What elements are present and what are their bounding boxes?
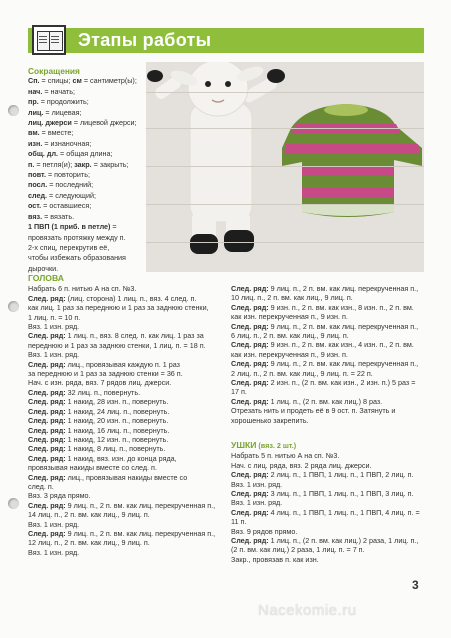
instruction-line xyxy=(28,303,228,312)
abbreviation-value: = продолжить; xyxy=(38,97,89,107)
instruction-line xyxy=(231,498,431,507)
abbreviation-value: = закрыть; xyxy=(91,159,129,169)
instruction-text: 1 накид, 28 изн. п., повернуть. xyxy=(65,397,169,407)
instruction-text: 1 накид, 8 лиц. п., повернуть. xyxy=(65,444,166,454)
instruction-line xyxy=(28,501,228,510)
instruction-text: Нач. с лиц. ряда, вяз. 2 ряда лиц. джерси. xyxy=(231,460,372,470)
instruction-line xyxy=(28,350,228,359)
ears-section-title: УШКИ (вяз. 2 шт.) xyxy=(231,440,297,450)
instruction-line xyxy=(231,369,431,378)
instruction-line xyxy=(231,331,431,340)
abbreviation-note-line: дырочки. xyxy=(28,263,59,273)
instruction-text: (2 п. вм. как лиц.) 2 раза, 1 лиц. п. = 7 п. xyxy=(231,545,365,555)
instruction-line xyxy=(28,510,228,519)
instruction-text: 1 накид, 16 лиц. п., повернуть. xyxy=(65,425,170,435)
instruction-line xyxy=(28,416,228,425)
instruction-line xyxy=(231,284,431,293)
abbreviation-value: = общая длина; xyxy=(58,149,113,159)
instruction-text: Вяз. 1 изн. ряд. xyxy=(28,322,80,332)
instruction-line xyxy=(231,451,431,460)
abbreviation-value: = лицевой джерси; xyxy=(71,118,137,128)
abbreviation-row xyxy=(28,170,143,180)
instruction-step-label: След. ряд: xyxy=(28,528,66,538)
instruction-line xyxy=(231,350,431,359)
instruction-step-label: След. ряд: xyxy=(231,378,269,388)
lamb-toy xyxy=(147,62,285,254)
instruction-step-label: След. ряд: xyxy=(231,359,269,369)
abbreviation-key: см xyxy=(72,76,82,86)
abbreviation-row xyxy=(28,97,143,107)
page-title: Этапы работы xyxy=(78,30,212,50)
instruction-text: 1 лиц. п. = 10 п. xyxy=(28,312,81,322)
instruction-text: Вяз. 3 ряда прямо. xyxy=(28,491,91,501)
instruction-line xyxy=(231,312,431,321)
instruction-step-label: След. ряд: xyxy=(231,470,269,480)
abbreviations-section xyxy=(28,66,143,274)
instruction-line xyxy=(28,369,228,378)
instruction-text: 9 лиц. п., 2 п. вм. как лиц. перекрученная п., xyxy=(65,500,216,510)
ears-section xyxy=(231,441,431,564)
book-icon xyxy=(32,25,66,55)
instruction-text: 17 п. xyxy=(231,387,247,397)
instruction-text: как изн. перекрученная п., 9 изн. п. xyxy=(231,349,348,359)
abbreviation-value: = последний; xyxy=(47,180,94,190)
lamb-toy-and-sweater-illustration xyxy=(146,62,424,272)
abbreviation-key: вм. xyxy=(28,128,40,138)
instruction-text: лиц., провязывая каждую п. 1 раз xyxy=(65,359,180,369)
abbreviation-key: посл. xyxy=(28,180,48,190)
instruction-line xyxy=(28,331,228,340)
abbreviation-value: = вместе; xyxy=(39,128,74,138)
instruction-text: 1 накид, 24 лиц. п., повернуть. xyxy=(65,406,170,416)
instruction-line xyxy=(28,397,228,406)
instruction-line xyxy=(28,548,228,557)
abbreviation-value: = петля(и); xyxy=(34,159,75,169)
instruction-line xyxy=(28,520,228,529)
abbreviation-row xyxy=(28,212,143,222)
instruction-text: 9 изн. п., 2 п. вм. как изн., 4 изн. п., 2 п. вм. xyxy=(268,340,414,350)
instruction-line xyxy=(231,461,431,470)
instruction-line xyxy=(28,454,228,463)
instruction-text: 9 лиц. п., 2 п. вм. как лиц. перекрученная п., xyxy=(268,359,419,369)
instruction-line xyxy=(28,378,228,387)
abbreviation-row xyxy=(28,160,143,170)
abbreviation-value: = xyxy=(110,222,117,232)
instruction-step-label: След. ряд: xyxy=(28,416,66,426)
instruction-text: 9 лиц. п., 2 п. вм. как лиц. перекрученная п., xyxy=(268,284,419,293)
instruction-line xyxy=(28,444,228,453)
abbreviation-row xyxy=(28,191,143,201)
striped-sweater xyxy=(282,104,422,217)
abbreviation-key: изн. xyxy=(28,138,43,148)
abbreviation-value: = оставшиеся; xyxy=(41,201,92,211)
instruction-text: 9 лиц. п., 2 п. вм. как лиц. перекрученная п., xyxy=(268,321,419,331)
instruction-line xyxy=(231,527,431,536)
instruction-line xyxy=(231,555,431,564)
instruction-step-label: След. ряд: xyxy=(28,359,66,369)
instruction-text: 10 лиц. п., 2 п. вм. как лиц., 9 лиц. п. xyxy=(231,293,353,303)
product-photo xyxy=(146,62,424,272)
instruction-text: 9 изн. п., 2 п. вм. как изн., 8 изн. п., 2 п. вм. xyxy=(268,302,414,312)
abbreviation-key: лиц. джерси xyxy=(28,118,72,128)
instruction-text: Вяз. 9 рядов прямо. xyxy=(231,526,298,536)
instruction-step-label: След. ряд: xyxy=(28,387,66,397)
abbreviation-value: = изнаночная; xyxy=(42,138,92,148)
instruction-text: как изн. перекрученная п., 9 изн. п. xyxy=(231,312,348,322)
instruction-line xyxy=(231,545,431,554)
instruction-line xyxy=(28,473,228,482)
instruction-step-label: След. ряд: xyxy=(231,340,269,350)
instruction-text: Отрезать нить и продеть её в 9 ост. п. Затянуть и xyxy=(231,406,396,416)
abbreviation-key: пр. xyxy=(28,97,39,107)
instruction-step-label: След. ряд: xyxy=(28,425,66,435)
abbreviation-key: п. xyxy=(28,159,35,169)
instruction-line xyxy=(231,387,431,396)
abbreviation-row xyxy=(28,87,143,97)
abbreviation-key: ост. xyxy=(28,201,42,211)
abbreviation-row xyxy=(28,139,143,149)
abbreviation-key: лиц. xyxy=(28,107,44,117)
abbreviation-row xyxy=(28,222,143,232)
instruction-line xyxy=(231,406,431,415)
instruction-step-label: След. ряд: xyxy=(28,453,66,463)
watermark: Nacekomie.ru xyxy=(258,602,357,619)
instruction-text: 12 лиц. п., 2 п. вм. как лиц., 9 лиц. п. xyxy=(28,538,150,548)
instruction-text: как лиц. 1 раз за переднюю и 1 раз за заднюю стенки, xyxy=(28,303,209,313)
instruction-text: Вяз. 1 изн. ряд. xyxy=(28,350,80,360)
abbreviation-value: = вязать. xyxy=(42,211,75,221)
abbreviation-row xyxy=(28,128,143,138)
abbreviation-note-line: чтобы избежать образования xyxy=(28,253,126,263)
punch-hole xyxy=(8,301,19,312)
abbreviation-value: = повторить; xyxy=(45,170,90,180)
instruction-text: 1 лиц. п., (2 п. вм. как лиц.) 8 раз. xyxy=(268,396,383,406)
abbreviations-title: Сокращения xyxy=(28,66,80,76)
instruction-text: Нач. с изн. ряда, вяз. 7 рядов лиц. джерси. xyxy=(28,378,172,388)
abbreviation-value: = начать; xyxy=(42,86,75,96)
instruction-line xyxy=(231,416,431,425)
instruction-line xyxy=(231,378,431,387)
abbreviation-note-line: провязать протяжку между п. xyxy=(28,232,126,242)
abbreviation-key: повт. xyxy=(28,170,46,180)
instruction-text: 1 накид, вяз. изн. до конца ряда, xyxy=(65,453,177,463)
instruction-line xyxy=(28,284,228,293)
abbreviation-key: вяз. xyxy=(28,211,43,221)
abbreviation-value: = следующий; xyxy=(47,190,96,200)
instruction-text: лиц., провязывая накиды вместе со xyxy=(65,472,188,482)
instruction-step-label: След. ряд: xyxy=(28,444,66,454)
head-continued-section xyxy=(231,284,431,425)
abbreviation-row xyxy=(28,149,143,159)
instruction-text: 1 лиц. п., (2 п. вм. как лиц.) 2 раза, 1 лиц. п., xyxy=(268,536,419,546)
instruction-step-label: След. ряд: xyxy=(231,302,269,312)
instruction-line xyxy=(28,360,228,369)
instruction-text: 2 лиц. п., 1 ПВП, 1 лиц. п., 1 ПВП, 2 лиц. п. xyxy=(268,470,414,480)
instruction-text: 1 лиц. п., вяз. 8 след. п. как лиц. 1 раз за xyxy=(65,331,204,341)
instruction-text: 1 накид, 20 изн. п., повернуть. xyxy=(65,416,169,426)
instruction-line xyxy=(28,463,228,472)
abbreviation-key: закр. xyxy=(74,159,92,169)
instruction-line xyxy=(231,480,431,489)
instruction-text: 6 лиц. п., 2 п. вм. как лиц., 9 лиц. п. xyxy=(231,331,349,341)
abbreviation-key: нач. xyxy=(28,86,43,96)
instruction-step-label: След. ряд: xyxy=(231,536,269,546)
page-number: 3 xyxy=(412,578,419,592)
instruction-line xyxy=(231,508,431,517)
abbreviation-note-line: 2-х спиц, перекрутив её, xyxy=(28,242,110,252)
abbreviation-value: = сантиметр(ы); xyxy=(81,76,137,86)
instruction-text: 4 лиц. п., 1 ПВП, 1 лиц. п., 1 ПВП, 4 лиц. п. = xyxy=(268,507,420,517)
instruction-text: за переднюю и 1 раз за заднюю стенки = 36 п. xyxy=(28,369,183,379)
instruction-text: Закр., провязав п. как изн. xyxy=(231,554,319,564)
instruction-text: 2 лиц. п., 2 п. вм. как лиц., 9 лиц. п. = 22 п. xyxy=(231,368,373,378)
instruction-line xyxy=(231,517,431,526)
instruction-text: 9 лиц. п., 2 п. вм. как лиц. перекрученная п., xyxy=(65,528,216,538)
abbreviation-row xyxy=(28,180,143,190)
instruction-line xyxy=(231,397,431,406)
instruction-step-label: След. ряд: xyxy=(231,489,269,499)
instruction-text: Вяз. 1 изн. ряд. xyxy=(231,479,283,489)
instruction-text: 32 лиц. п., повернуть. xyxy=(65,387,141,397)
instruction-step-label: След. ряд: xyxy=(28,500,66,510)
instruction-line xyxy=(28,322,228,331)
instruction-text: 11 п. xyxy=(231,517,247,527)
instruction-step-label: След. ряд: xyxy=(28,434,66,444)
instruction-text: 1 накид, 12 изн. п., повернуть. xyxy=(65,434,169,444)
instruction-line xyxy=(231,340,431,349)
instruction-step-label: След. ряд: xyxy=(231,284,269,293)
instruction-line xyxy=(28,407,228,416)
instruction-line xyxy=(28,313,228,322)
instruction-step-label: След. ряд: xyxy=(231,321,269,331)
instruction-line xyxy=(28,435,228,444)
instruction-step-label: След. ряд: xyxy=(28,331,66,341)
instruction-line xyxy=(28,388,228,397)
instruction-text: след. п. xyxy=(28,481,54,491)
instruction-text: Набрать 6 п. нитью А на сп. №3. xyxy=(28,284,137,294)
instruction-step-label: След. ряд: xyxy=(231,396,269,406)
abbreviation-value: = лицевая; xyxy=(43,107,82,117)
instruction-text: Набрать 5 п. нитью А на сп. №3. xyxy=(231,451,340,461)
instruction-line xyxy=(28,491,228,500)
instruction-text: 2 изн. п., (2 п. вм. как изн., 2 изн. п.) 5 раз = xyxy=(268,378,416,388)
instruction-text: 14 лиц. п., 2 п. вм. как лиц., 9 лиц. п. xyxy=(28,510,150,520)
instruction-text: провязывая накиды вместе со след. п. xyxy=(28,463,157,473)
instruction-line xyxy=(28,529,228,538)
abbreviation-key: Сп. xyxy=(28,76,40,86)
instruction-text: 3 лиц. п., 1 ПВП, 1 лиц. п., 1 ПВП, 3 лиц. п. xyxy=(268,489,414,499)
instruction-text: хорошенько закрепить. xyxy=(231,415,309,425)
instruction-step-label: След. ряд: xyxy=(28,472,66,482)
instruction-text: переднюю и 1 раз за заднюю стенки, 1 лиц. п. = 18 п. xyxy=(28,340,206,350)
abbreviation-key: общ. дл. xyxy=(28,149,59,159)
abbreviation-row xyxy=(28,201,143,211)
instruction-line xyxy=(231,293,431,302)
instruction-line xyxy=(231,536,431,545)
instruction-text: Вяз. 1 изн. ряд. xyxy=(28,547,80,557)
instruction-line xyxy=(231,489,431,498)
head-section-title: ГОЛОВА xyxy=(28,273,64,283)
abbreviation-row xyxy=(28,76,143,86)
instruction-line xyxy=(231,359,431,368)
instruction-text: Вяз. 1 изн. ряд. xyxy=(231,498,283,508)
instruction-line xyxy=(231,303,431,312)
instruction-text: (лиц. сторона) 1 лиц. п., вяз. 4 след. п. xyxy=(65,293,197,303)
instruction-step-label: След. ряд: xyxy=(28,293,66,303)
abbreviation-row xyxy=(28,108,143,118)
instruction-line xyxy=(28,482,228,491)
instruction-step-label: След. ряд: xyxy=(28,406,66,416)
abbreviation-key: 1 ПВП (1 приб. в петле) xyxy=(28,222,111,232)
instruction-line xyxy=(231,322,431,331)
head-section xyxy=(28,274,228,557)
instruction-line xyxy=(231,470,431,479)
instruction-step-label: След. ряд: xyxy=(28,397,66,407)
instruction-line xyxy=(28,341,228,350)
instruction-step-label: След. ряд: xyxy=(231,507,269,517)
instruction-line xyxy=(28,538,228,547)
punch-hole xyxy=(8,498,19,509)
instruction-text: Вяз. 1 изн. ряд. xyxy=(28,519,80,529)
abbreviation-row xyxy=(28,118,143,128)
instruction-line xyxy=(28,426,228,435)
punch-hole xyxy=(8,105,19,116)
instruction-line xyxy=(28,294,228,303)
abbreviation-value: = спицы; xyxy=(39,76,73,86)
abbreviation-key: след. xyxy=(28,190,48,200)
